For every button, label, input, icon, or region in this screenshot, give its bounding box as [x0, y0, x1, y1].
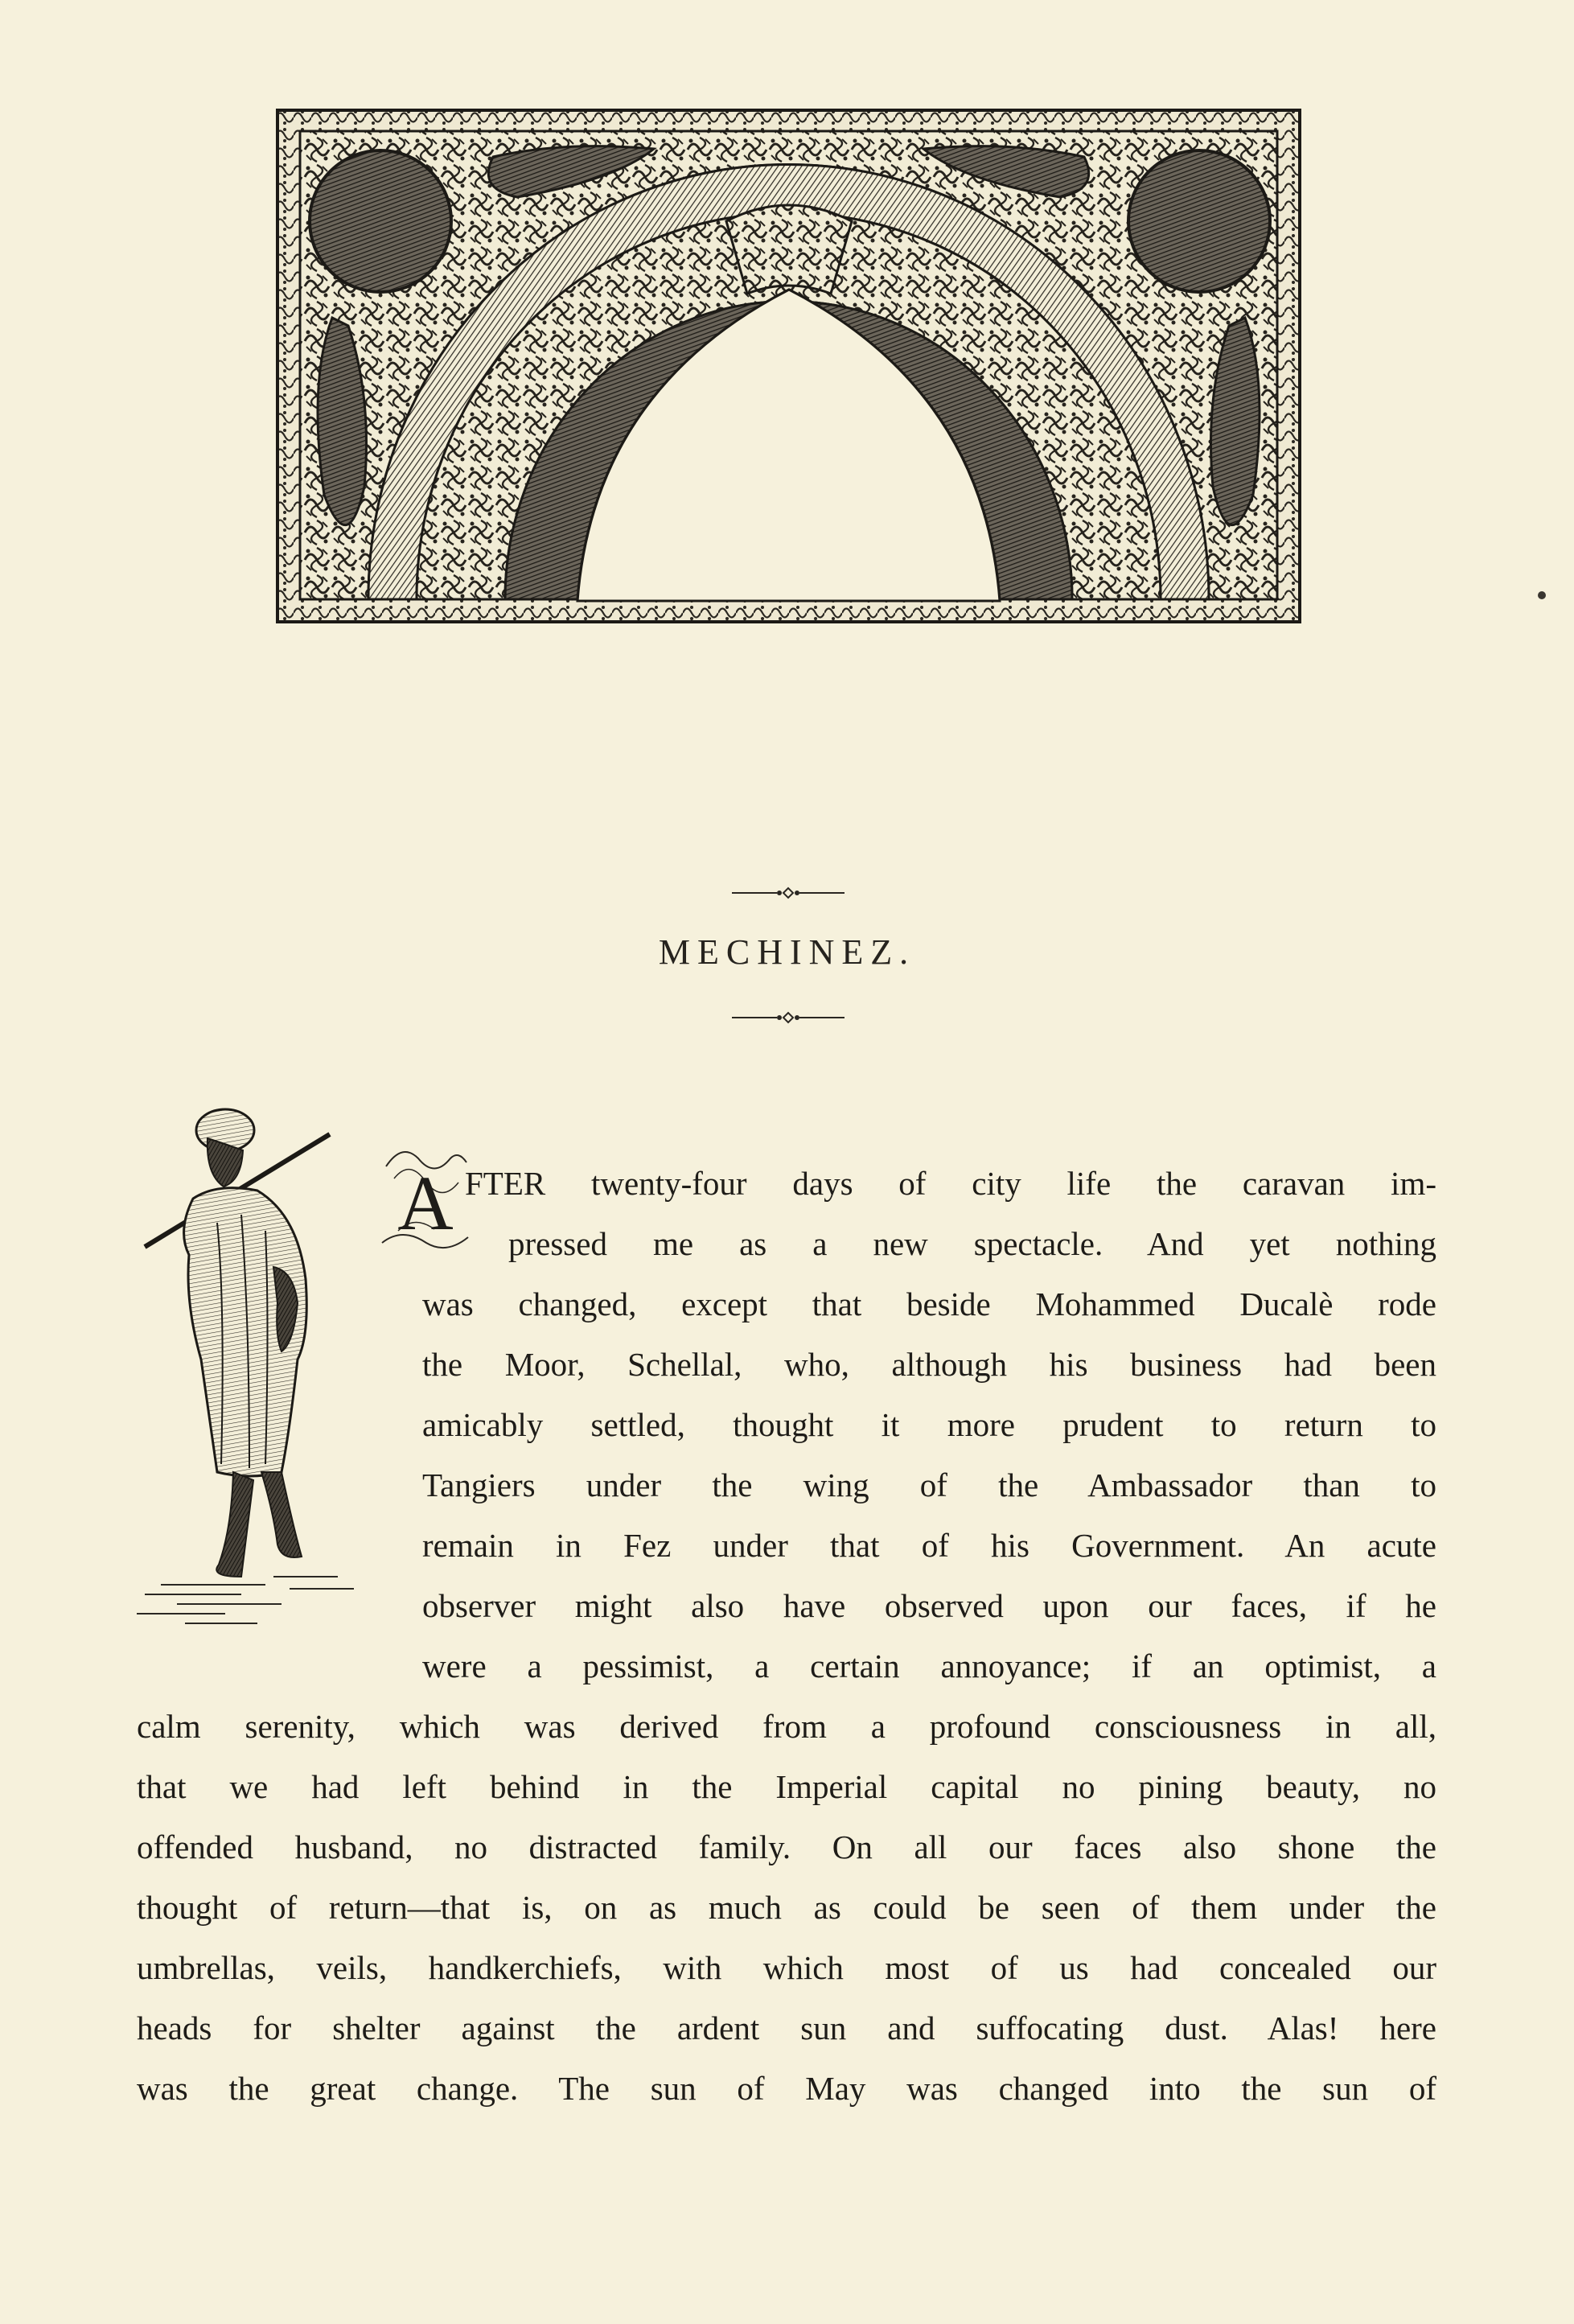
- text-line: were a pessimist, a certain annoyance; if an optimist, a: [422, 1647, 1436, 1684]
- text-line: amicably settled, thought it more prudent to return to: [422, 1406, 1436, 1443]
- text-line: that we had left behind in the Imperial capital no pining beauty, no: [137, 1768, 1436, 1805]
- text-line: observer might also have observed upon our faces, if he: [422, 1587, 1436, 1624]
- text-line: remain in Fez under that of his Government. An acute: [422, 1527, 1436, 1564]
- svg-text:A: A: [397, 1160, 454, 1246]
- ornamental-arch-headpiece: [276, 109, 1301, 623]
- text-line: was the great change. The sun of May was changed into the sun of: [137, 2070, 1436, 2107]
- text-line: Tangiers under the wing of the Ambassador than to: [422, 1466, 1436, 1503]
- text-line: offended husband, no distracted family. On all our faces also shone the: [137, 1828, 1436, 1865]
- drop-cap: [378, 1134, 473, 1255]
- text-line: pressed me as a new spectacle. And yet nothing: [508, 1225, 1436, 1262]
- margin-speck: [1538, 591, 1546, 599]
- text-line: FTER twenty-four days of city life the caravan im-: [465, 1165, 1436, 1202]
- text-line: heads for shelter against the ardent sun and suffocating dust. Alas! here: [137, 2009, 1436, 2046]
- text-line: calm serenity, which was derived from a profound consciousness in all,: [137, 1708, 1436, 1745]
- walking-man-illustration: [129, 1094, 370, 1641]
- text-line: was changed, except that beside Mohammed Ducalè rode: [422, 1285, 1436, 1322]
- text-line: thought of return—that is, on as much as could be seen of them under the: [137, 1889, 1436, 1926]
- text-line: umbrellas, veils, handkerchiefs, with which most of us had concealed our: [137, 1949, 1436, 1986]
- text-line: the Moor, Schellal, who, although his business had been: [422, 1346, 1436, 1383]
- title-rule-top: [732, 885, 845, 901]
- title-rule-bottom: [732, 1010, 845, 1026]
- chapter-title: MECHINEZ.: [658, 932, 916, 972]
